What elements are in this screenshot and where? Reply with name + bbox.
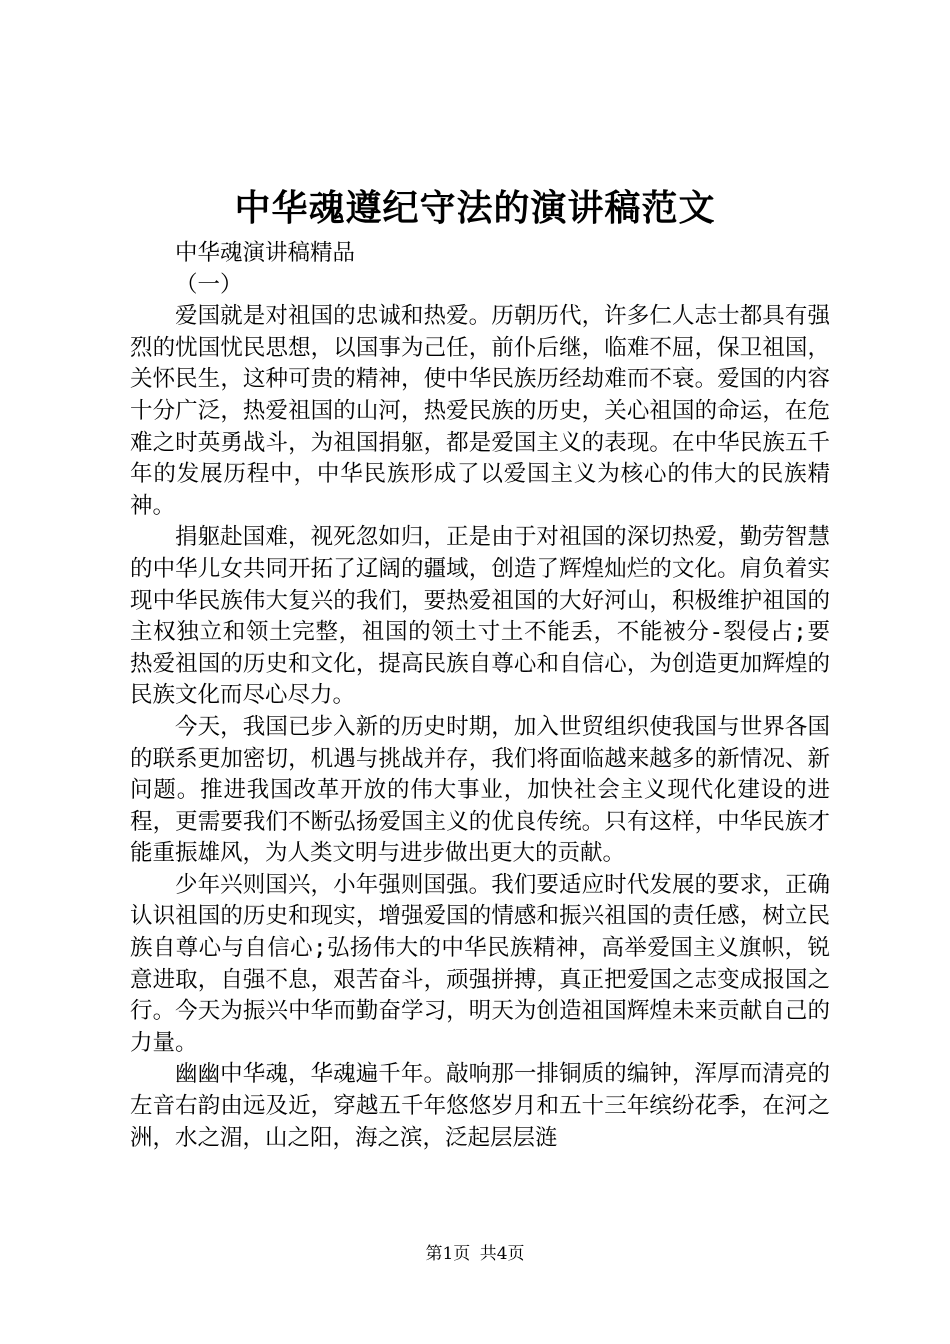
page-footer: [0, 1243, 950, 1265]
paragraph: 今天，我国已步入新的历史时期，加入世贸组织使我国与世界各国的联系更加密切，机遇与挑战并存，我们将面临越来越多的新情况、新问题。推进我国改革开放的伟大事业，加快社会主义现代化建设的进程，更需要我们不断弘扬爱国主义的优良传统。只有这样，中华民族才能重振雄风，为人类文明与进步做出更大的贡献。: [130, 713, 830, 867]
paragraph: 少年兴则国兴，小年强则国强。我们要适应时代发展的要求，正确认识祖国的历史和现实，增强爱国的情感和振兴祖国的责任感，树立民族自尊心与自信心;弘扬伟大的中华民族精神，高举爱国主义旗帜，锐意进取，自强不息，艰苦奋斗，顽强拼搏，真正把爱国之志变成报国之行。今天为振兴中华而勤奋学习，明天为创造祖国辉煌未来贡献自己的力量。: [130, 871, 830, 1056]
document-subtitle: 中华魂演讲稿精品: [175, 240, 356, 266]
paragraph: 爱国就是对祖国的忠诚和热爱。历朝历代，许多仁人志士都具有强烈的忧国忧民思想，以国事为己任，前仆后继，临难不屈，保卫祖国，关怀民生，这种可贵的精神，使中华民族历经劫难而不衰。爱国的内容十分广泛，热爱祖国的山河，热爱民族的历史，关心祖国的命运，在危难之时英勇战斗，为祖国捐躯，都是爱国主义的表现。在中华民族五千年的发展历程中，中华民族形成了以爱国主义为核心的伟大的民族精神。: [130, 303, 830, 519]
page-number: 第1页: [425, 1244, 471, 1264]
paragraph: 捐躯赴国难，视死忽如归，正是由于对祖国的深切热爱，勤劳智慧的中华儿女共同开拓了辽阔的疆域，创造了辉煌灿烂的文化。肩负着实现中华民族伟大复兴的我们，要热爱祖国的大好河山，积极维护祖国的主权独立和领土完整，祖国的领土寸土不能丢，不能被分-裂侵占;要热爱祖国的历史和文化，提高民族自尊心和自信心，为创造更加辉煌的民族文化而尽心尽力。: [130, 524, 830, 709]
document-title: 中华魂遵纪守法的演讲稿范文: [234, 187, 716, 229]
document-body: [130, 238, 830, 1154]
paragraph: 幽幽中华魂，华魂遍千年。敲响那一排铜质的编钟，浑厚而清亮的左音右韵由远及近，穿越五千年悠悠岁月和五十三年缤纷花季，在河之洲，水之湄，山之阳，海之滨，泛起层层涟: [130, 1061, 830, 1151]
section-marker: （一）: [175, 271, 243, 298]
page-total: 共4页: [479, 1244, 525, 1264]
